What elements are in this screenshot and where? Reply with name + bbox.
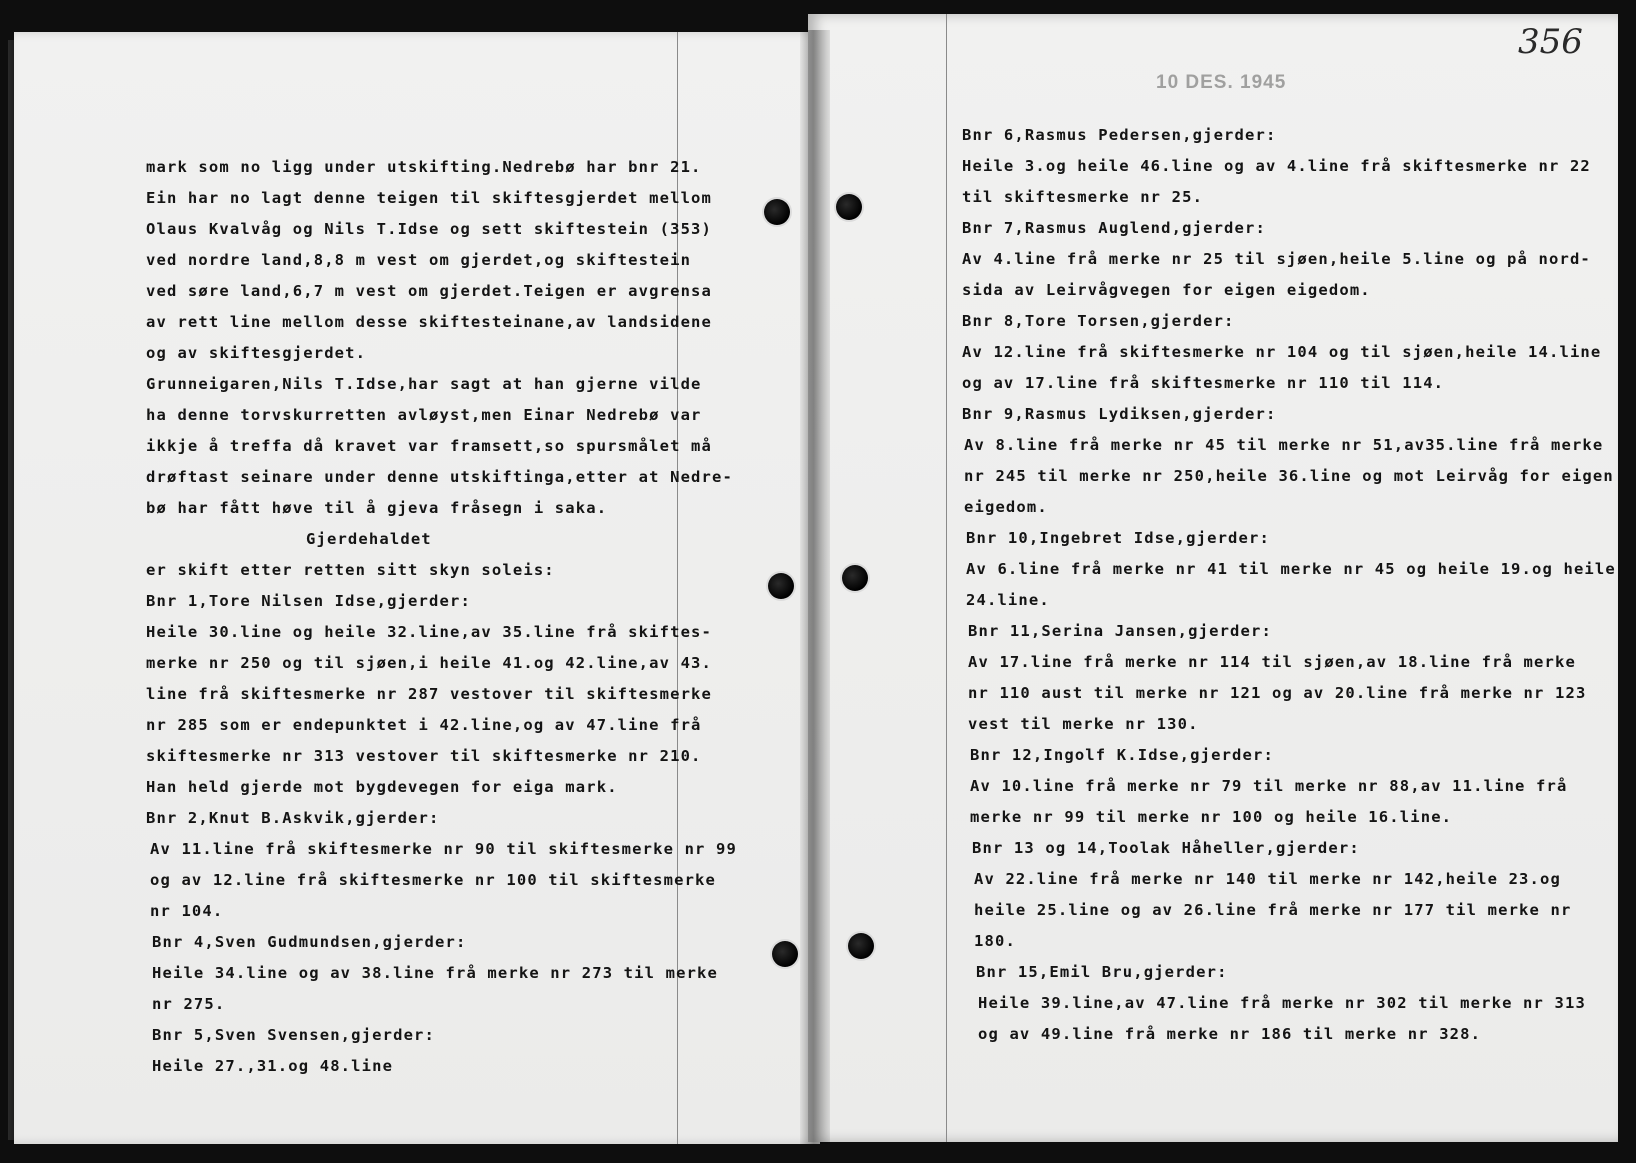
binding-hole-left-top — [764, 199, 790, 225]
left-page-line-2: Ein har no lagt denne teigen til skiftesgjerdet mellom — [146, 189, 713, 207]
left-page-line-11: drøftast seinare under denne utskiftinga,etter at Nedre- — [146, 468, 733, 486]
left-page-line-19: nr 285 som er endepunktet i 42.line,og av 47.line frå — [146, 716, 702, 734]
left-page-line-4: ved nordre land,8,8 m vest om gjerdet,og skiftestein — [146, 251, 692, 269]
right-page-line-9: og av 17.line frå skiftesmerke nr 110 til 114. — [962, 374, 1445, 392]
date-stamp: 10 DES. 1945 — [1156, 72, 1287, 93]
right-page-line-12: nr 245 til merke nr 250,heile 36.line og mot Leirvåg for eigen — [964, 467, 1614, 485]
page-number: 356 — [1518, 22, 1583, 62]
left-page-line-10: ikkje å treffa då kravet var framsett,so spursmålet må — [146, 437, 713, 455]
right-page-line-1: Bnr 6,Rasmus Pedersen,gjerder: — [962, 126, 1277, 144]
right-page-line-22: Av 10.line frå merke nr 79 til merke nr 88,av 11.line frå — [970, 777, 1568, 795]
left-page-line-5: ved søre land,6,7 m vest om gjerdet.Teigen er avgrensa — [146, 282, 713, 300]
right-page-line-19: nr 110 aust til merke nr 121 og av 20.line frå merke nr 123 — [968, 684, 1587, 702]
left-page-line-16: Heile 30.line og heile 32.line,av 35.line frå skiftes- — [146, 623, 713, 641]
left-page-line-20: skiftesmerke nr 313 vestover til skiftesmerke nr 210. — [146, 747, 702, 765]
left-page-line-21: Han held gjerde mot bygdevegen for eiga mark. — [146, 778, 618, 796]
right-page-line-18: Av 17.line frå merke nr 114 til sjøen,av 18.line frå merke — [968, 653, 1576, 671]
right-page-line-30: og av 49.line frå merke nr 186 til merke nr 328. — [978, 1025, 1482, 1043]
right-page-line-23: merke nr 99 til merke nr 100 og heile 16.line. — [970, 808, 1453, 826]
left-page-line-28: nr 275. — [152, 995, 226, 1013]
book-gutter — [800, 30, 830, 1144]
right-page-line-21: Bnr 12,Ingolf K.Idse,gjerder: — [970, 746, 1274, 764]
right-page-line-27: 180. — [974, 932, 1016, 950]
right-page-line-7: Bnr 8,Tore Torsen,gjerder: — [962, 312, 1235, 330]
right-page-line-28: Bnr 15,Emil Bru,gjerder: — [976, 963, 1228, 981]
left-page-line-1: mark som no ligg under utskifting.Nedrebø har bnr 21. — [146, 158, 702, 176]
right-page-line-17: Bnr 11,Serina Jansen,gjerder: — [968, 622, 1272, 640]
right-page-line-13: eigedom. — [964, 498, 1048, 516]
binding-hole-left-middle — [768, 573, 794, 599]
right-page-line-6: sida av Leirvågvegen for eigen eigedom. — [962, 281, 1371, 299]
right-page-line-10: Bnr 9,Rasmus Lydiksen,gjerder: — [962, 405, 1277, 423]
right-page-line-5: Av 4.line frå merke nr 25 til sjøen,heile 5.line og på nord- — [962, 250, 1591, 268]
left-page-line-23: Av 11.line frå skiftesmerke nr 90 til skiftesmerke nr 99 — [150, 840, 737, 858]
left-page-line-27: Heile 34.line og av 38.line frå merke nr 273 til merke — [152, 964, 719, 982]
right-page-line-24: Bnr 13 og 14,Toolak Håheller,gjerder: — [972, 839, 1360, 857]
binding-hole-right-top — [836, 194, 862, 220]
right-page-line-16: 24.line. — [966, 591, 1050, 609]
left-page-line-9: ha denne torvskurretten avløyst,men Einar Nedrebø var — [146, 406, 702, 424]
right-page-line-11: Av 8.line frå merke nr 45 til merke nr 51,av35.line frå merke — [964, 436, 1604, 454]
binding-hole-right-middle — [842, 565, 868, 591]
right-page-line-26: heile 25.line og av 26.line frå merke nr 177 til merke nr — [974, 901, 1572, 919]
left-page-line-13: Gjerdehaldet — [306, 530, 432, 548]
right-page-line-2: Heile 3.og heile 46.line og av 4.line frå skiftesmerke nr 22 — [962, 157, 1591, 175]
left-page-line-7: og av skiftesgjerdet. — [146, 344, 367, 362]
left-page-line-17: merke nr 250 og til sjøen,i heile 41.og 42.line,av 43. — [146, 654, 713, 672]
right-page-line-15: Av 6.line frå merke nr 41 til merke nr 45 og heile 19.og heile — [966, 560, 1616, 578]
right-page-line-8: Av 12.line frå skiftesmerke nr 104 og til sjøen,heile 14.line — [962, 343, 1602, 361]
binding-hole-right-bottom — [848, 933, 874, 959]
right-page-line-25: Av 22.line frå merke nr 140 til merke nr 142,heile 23.og — [974, 870, 1561, 888]
left-page-line-12: bø har fått høve til å gjeva fråsegn i saka. — [146, 499, 608, 517]
left-page-line-26: Bnr 4,Sven Gudmundsen,gjerder: — [152, 933, 467, 951]
right-page-line-20: vest til merke nr 130. — [968, 715, 1199, 733]
right-page-line-14: Bnr 10,Ingebret Idse,gjerder: — [966, 529, 1270, 547]
right-page-line-29: Heile 39.line,av 47.line frå merke nr 302 til merke nr 313 — [978, 994, 1586, 1012]
left-page-line-24: og av 12.line frå skiftesmerke nr 100 til skiftesmerke — [150, 871, 717, 889]
left-page-line-18: line frå skiftesmerke nr 287 vestover til skiftesmerke — [146, 685, 713, 703]
left-page-line-8: Grunneigaren,Nils T.Idse,har sagt at han gjerne vilde — [146, 375, 702, 393]
left-page-line-14: er skift etter retten sitt skyn soleis: — [146, 561, 555, 579]
right-page-margin-line — [946, 14, 947, 1142]
left-page-line-6: av rett line mellom desse skiftesteinane,av landsidene — [146, 313, 713, 331]
left-page-line-22: Bnr 2,Knut B.Askvik,gjerder: — [146, 809, 440, 827]
left-page-line-25: nr 104. — [150, 902, 224, 920]
left-page-line-15: Bnr 1,Tore Nilsen Idse,gjerder: — [146, 592, 471, 610]
left-page-line-3: Olaus Kvalvåg og Nils T.Idse og sett skiftestein (353) — [146, 220, 713, 238]
right-page-line-3: til skiftesmerke nr 25. — [962, 188, 1204, 206]
binding-hole-left-bottom — [772, 941, 798, 967]
left-page-line-30: Heile 27.,31.og 48.line — [152, 1057, 394, 1075]
right-page-line-4: Bnr 7,Rasmus Auglend,gjerder: — [962, 219, 1266, 237]
left-page-line-29: Bnr 5,Sven Svensen,gjerder: — [152, 1026, 436, 1044]
